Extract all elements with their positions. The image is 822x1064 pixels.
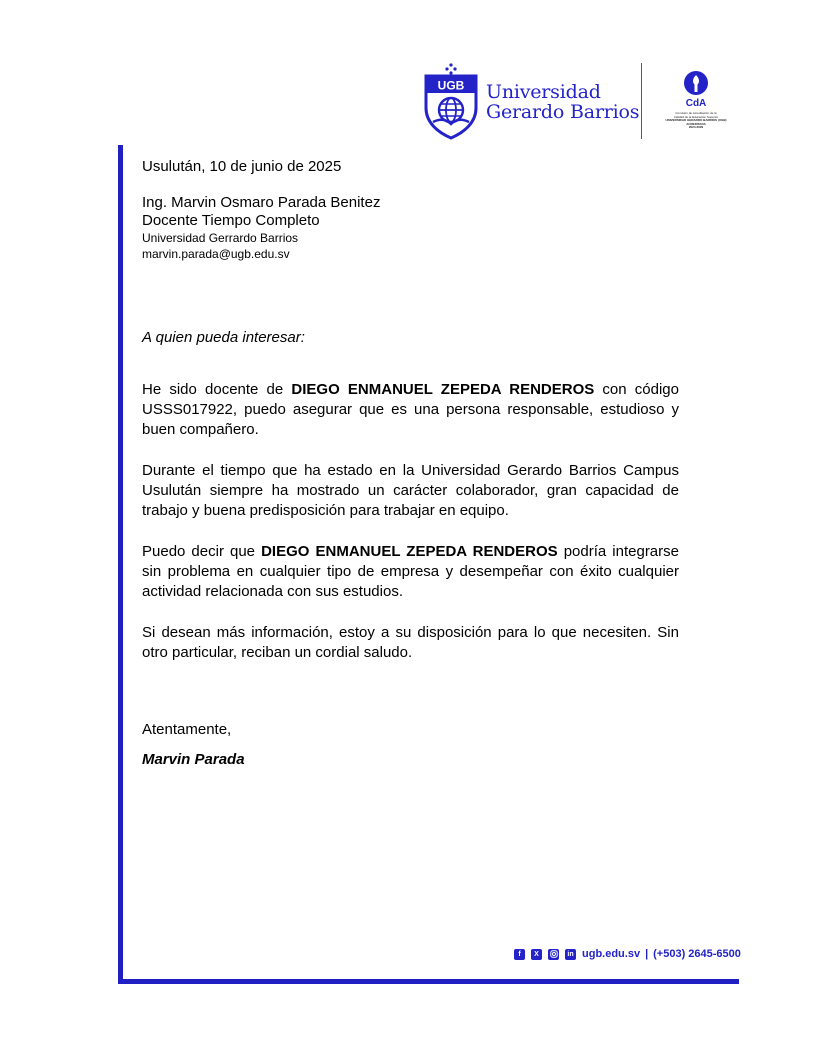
university-name xyxy=(486,82,639,122)
logo-abbr: UGB xyxy=(437,78,465,93)
instagram-icon[interactable] xyxy=(548,949,559,960)
accreditation-line: ACREDITADA xyxy=(686,121,706,126)
accreditation-line: Comisión de Acreditación de la xyxy=(675,111,717,115)
sender-position: Docente Tiempo Completo xyxy=(142,212,320,229)
facebook-icon[interactable]: f xyxy=(514,949,525,960)
p1-after: con código USSS017922, puedo asegurar que es una persona responsable, estudioso y buen compañero. xyxy=(142,381,679,438)
paragraph-2 xyxy=(142,461,679,521)
x-icon[interactable]: X xyxy=(531,949,542,960)
accreditation-line: UNIVERSIDAD GERARDO BARRIOS (UGB) xyxy=(665,118,727,123)
footer-contact xyxy=(514,946,741,962)
header-divider xyxy=(641,63,642,139)
signature: Marvin Parada xyxy=(142,751,245,768)
salutation: A quien pueda interesar: xyxy=(142,329,305,346)
p2-text: Durante el tiempo que ha estado en la Universidad Gerardo Barrios Campus Usulután siempre ha mostrado un carácter colaborador, gran capacidad de trabajo y buena predisposición para trabajar en equipo. xyxy=(142,462,679,519)
footer-website[interactable]: ugb.edu.sv xyxy=(582,948,641,960)
sender-email[interactable]: marvin.parada@ugb.edu.sv xyxy=(142,247,290,261)
university-name-line2: Gerardo Barrios xyxy=(486,101,640,123)
footer-separator: | xyxy=(645,948,649,960)
p3-after: podría integrarse sin problema en cualquier tipo de empresa y desempeñar con éxito cualquier actividad relacionada con sus estudios. xyxy=(142,543,679,600)
sender-name: Ing. Marvin Osmaro Parada Benitez xyxy=(142,194,381,211)
p4-text: Si desean más información, estoy a su disposición para lo que necesiten. Sin otro particular, reciban un cordial saludo. xyxy=(142,624,679,661)
accreditation-text xyxy=(664,112,728,130)
paragraph-3 xyxy=(142,542,679,602)
p1-before: He sido docente de xyxy=(142,381,292,398)
ugb-crest-icon xyxy=(421,62,481,140)
closing: Atentamente, xyxy=(142,721,232,738)
accreditation-line: 2024-2029 xyxy=(688,125,704,130)
footer-phone[interactable]: (+503) 2645-6500 xyxy=(653,948,741,960)
student-name: DIEGO ENMANUEL ZEPEDA RENDEROS xyxy=(291,381,595,398)
university-name-line1: Universidad xyxy=(486,81,601,103)
linkedin-icon[interactable]: in xyxy=(565,949,576,960)
left-border-rule xyxy=(118,145,123,984)
paragraph-4 xyxy=(142,623,679,663)
student-name: DIEGO ENMANUEL ZEPEDA RENDEROS xyxy=(261,543,558,560)
paragraph-1 xyxy=(142,380,679,440)
sender-block xyxy=(142,194,679,262)
accreditation-logo-text: CdA xyxy=(685,98,707,109)
p3-before: Puedo decir que xyxy=(142,543,262,560)
date-line: Usulután, 10 de junio de 2025 xyxy=(142,158,342,175)
accreditation-logo-icon xyxy=(678,70,714,110)
accreditation-line: Calidad de la Educación Superior xyxy=(673,114,719,119)
bottom-border-rule xyxy=(118,979,739,984)
sender-institution: Universidad Gerrardo Barrios xyxy=(142,231,299,245)
